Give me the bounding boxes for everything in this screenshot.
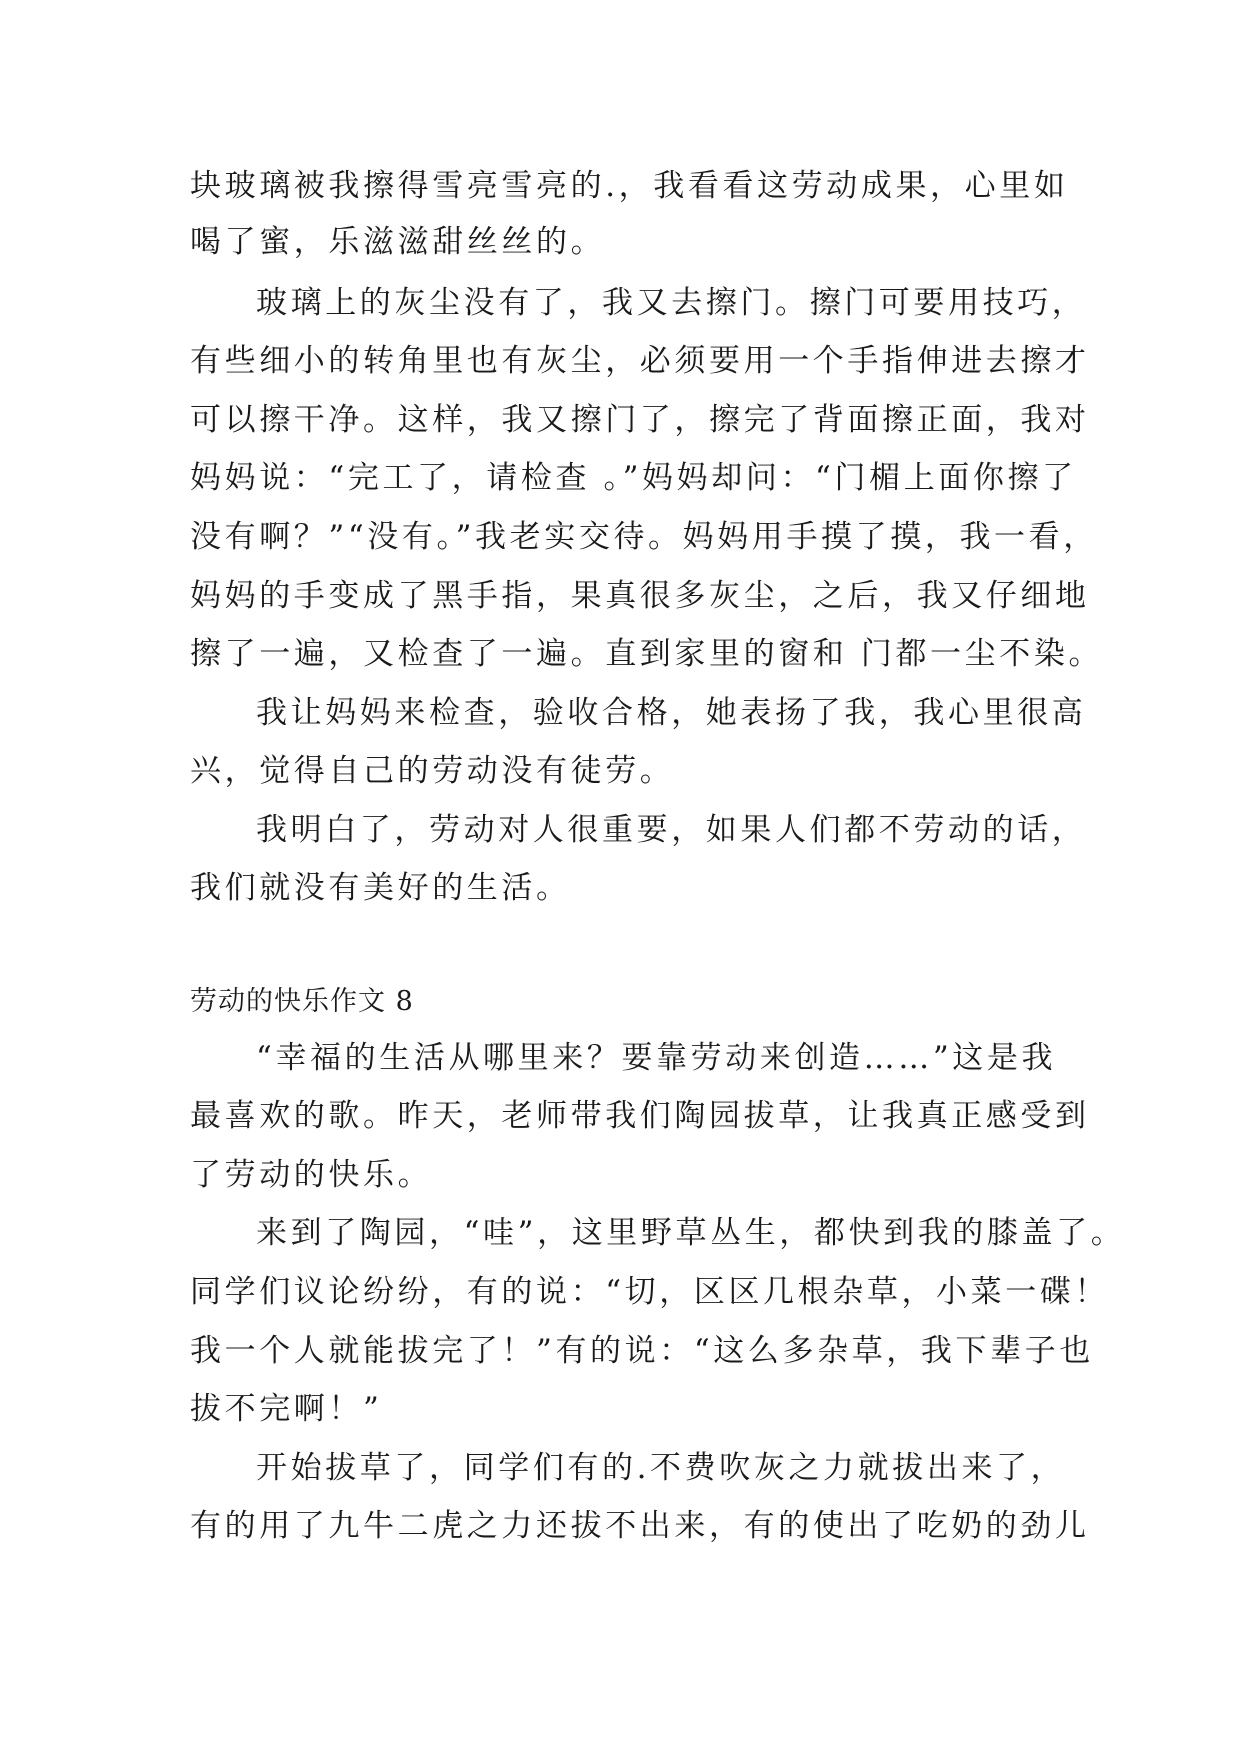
text-line: 喝了蜜，乐滋滋甜丝丝的。 — [190, 224, 606, 260]
text-line: 有的用了九牛二虎之力还拔不出来，有的使出了吃奶的劲儿 — [190, 1508, 1090, 1544]
text-line: 块玻璃被我擦得雪亮雪亮的.，我看看这劳动成果，心里如 — [190, 168, 1069, 204]
text-line: 开始拔草了，同学们有的.不费吹灰之力就拔出来了， — [256, 1450, 1066, 1486]
text-line: 玻璃上的灰尘没有了，我又去擦门。擦门可要用技巧， — [256, 285, 1087, 321]
text-line: “幸福的生活从哪里来？要靠劳动来创造……”这是我 — [256, 1040, 1057, 1076]
text-line: 我们就没有美好的生活。 — [190, 870, 571, 906]
text-line: 没有啊？”“没有。”我老实交待。妈妈用手摸了摸，我一看， — [190, 519, 1098, 555]
text-line: 擦了一遍，又检查了一遍。直到家里的窗和 门都一尘不染。 — [190, 636, 1104, 672]
section-heading: 劳动的快乐作文 8 — [190, 986, 414, 1017]
text-line: 了劳动的快乐。 — [190, 1157, 433, 1193]
text-line: 可以擦干净。这样，我又擦门了，擦完了背面擦正面，我对 — [190, 402, 1090, 438]
text-line: 最喜欢的歌。昨天，老师带我们陶园拔草，让我真正感受到 — [190, 1098, 1090, 1134]
text-line: 拔不完啊！” — [190, 1391, 383, 1427]
text-line: 妈妈的手变成了黑手指，果真很多灰尘，之后，我又仔细地 — [190, 578, 1090, 614]
text-line: 我一个人就能拔完了！”有的说：“这么多杂草，我下辈子也 — [190, 1333, 1094, 1369]
text-line: 妈妈说：“完工了，请检查 。”妈妈却问：“门楣上面你擦了 — [190, 460, 1077, 496]
text-line: 我让妈妈来检查，验收合格，她表扬了我，我心里很高 — [256, 695, 1087, 731]
text-line: 有些细小的转角里也有灰尘，必须要用一个手指伸进去擦才 — [190, 343, 1090, 379]
text-line: 同学们议论纷纷，有的说：“切，区区几根杂草，小菜一碟！ — [190, 1274, 1110, 1310]
text-line: 来到了陶园，“哇”，这里野草丛生，都快到我的膝盖了。 — [256, 1215, 1126, 1251]
text-line: 兴，觉得自己的劳动没有徒劳。 — [190, 753, 675, 789]
text-line: 我明白了，劳动对人很重要，如果人们都不劳动的话， — [256, 812, 1087, 848]
